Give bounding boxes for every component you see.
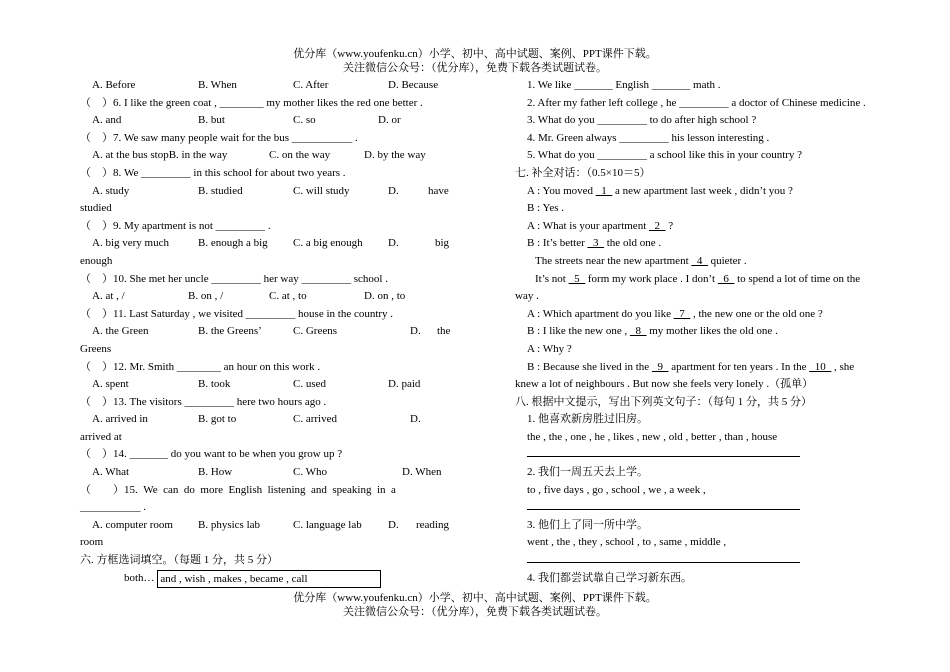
dialog-line-2: B : Yes . [527, 202, 564, 215]
s8-item-3-prompt: 3. 他们上了同一所中学。 [527, 518, 648, 531]
s8-item-1-words: the , the , one , he , likes , new , old , better , than , house [527, 430, 778, 443]
footer-line-2: 关注微信公众号：（优分库），免费下载各类试题试卷。 [343, 606, 607, 618]
option: A. Before [92, 79, 136, 91]
dialog-line-10-wrap: knew a lot of neighbours . But now she feels very lonely .（孤单） [515, 378, 814, 391]
dialog-line-3 [515, 218, 887, 236]
blank-number: _8_ [629, 325, 647, 338]
text: the old one . [604, 237, 662, 250]
option: have [428, 184, 449, 197]
option: A. at , / [92, 290, 125, 303]
option: C. After [293, 79, 329, 91]
option: A. computer room [92, 518, 173, 531]
blank-number: _2_ [649, 219, 666, 232]
q9-options [80, 235, 452, 253]
answer-line [527, 446, 800, 457]
q15-wrap: ___________ . [80, 501, 146, 514]
q8-options [80, 183, 452, 201]
q9-wrap: enough [80, 254, 113, 267]
option: B. took [198, 378, 231, 391]
dialog-line-9: A : Why ? [527, 342, 572, 355]
q14-options [80, 464, 452, 482]
s8-item-1-answer [515, 446, 887, 464]
option: D. by the way [364, 149, 426, 162]
option: C. a big enough [293, 237, 363, 250]
option: B. When [198, 79, 237, 91]
question-9: （ ）9. My apartment is not _________ . [80, 219, 271, 232]
option: D. [410, 325, 421, 338]
option: C. arrived [293, 413, 337, 426]
answer-line [527, 552, 800, 563]
q10-options [80, 288, 452, 306]
s6-sentence-4: 4. Mr. Green always _________ his lesson interesting . [527, 131, 770, 144]
option: B. the Greens’ [198, 325, 262, 338]
question-13: （ ）13. The visitors _________ here two hours ago . [80, 395, 327, 408]
text: B : I like the new one , [527, 325, 630, 338]
text: , the new one or the old one ? [690, 307, 823, 320]
text: to spend a lot of time on the [734, 272, 861, 285]
option: A. and [92, 114, 122, 127]
option: B. on , / [188, 290, 224, 303]
option: D. Because [388, 79, 439, 91]
blank-number: _10_ [809, 360, 832, 373]
text: A : Which apartment do you like [527, 307, 674, 320]
text: my mother likes the old one . [646, 325, 778, 338]
s6-sentence-2: 2. After my father left college , he _________ a doctor of Chinese medicine . [527, 96, 866, 109]
text: B : Because she lived in the [527, 360, 652, 373]
option: D. [388, 518, 399, 531]
option: C. language lab [293, 518, 362, 531]
q12-options [80, 376, 452, 394]
header-line-1: 优分库（www.youfenku.cn）小学、初中、高中试题、案例、PPT课件下载。 [293, 48, 657, 60]
option: C. on the way [269, 149, 331, 162]
blank-number: _1_ [595, 184, 613, 197]
blank-number: _3_ [587, 237, 604, 250]
option: C. Greens [293, 325, 337, 338]
dialog-line-10 [515, 359, 887, 377]
option: C. used [293, 378, 326, 391]
option: A. big very much [92, 237, 169, 250]
option: D. on , to [364, 290, 406, 303]
s8-item-1-prompt: 1. 他喜欢新房胜过旧房。 [527, 413, 648, 426]
right-column [515, 77, 887, 587]
dialog-line-4 [515, 235, 887, 253]
footer-line-1: 优分库（www.youfenku.cn）小学、初中、高中试题、案例、PPT课件下载。 [293, 592, 657, 604]
text: ? [665, 219, 674, 232]
s8-item-4-prompt: 4. 我们都尝试靠自己学习新东西。 [527, 571, 692, 584]
q11-options [80, 323, 452, 341]
question-15: （ ）15. We can do more English listening and speaking in a [80, 483, 396, 496]
text: form my work place . I don’t [585, 272, 718, 285]
dialog-line-1 [515, 183, 887, 201]
option: B. studied [198, 184, 243, 197]
blank-number: _4_ [691, 254, 708, 267]
q15-wrap-2: room [80, 536, 104, 549]
page-header [0, 47, 950, 75]
question-8: （ ）8. We _________ in this school for about two years . [80, 166, 346, 179]
text: quieter . [707, 254, 747, 267]
option: D. [388, 184, 399, 197]
page-footer [0, 591, 950, 619]
s8-item-2-prompt: 2. 我们一周五天去上学。 [527, 466, 648, 479]
left-column [80, 77, 452, 587]
s8-item-2-answer [515, 499, 887, 517]
option: C. Who [293, 466, 328, 479]
s8-item-3-answer [515, 552, 887, 570]
option: A. at the bus stopB. in the way [92, 149, 228, 162]
option: D. paid [388, 378, 421, 391]
blank-number: _7_ [673, 307, 691, 320]
text: B : It’s better [527, 237, 588, 250]
section-8-title: 八. 根据中文提示，写出下列英文句子：（每句 1 分，共 5 分） [515, 395, 812, 408]
option: D. or [378, 114, 401, 127]
question-6: （ ）6. I like the green coat , ________ my mother likes the red one better . [80, 96, 423, 109]
blank-number: _9_ [651, 360, 669, 373]
blank-number: _5_ [568, 272, 586, 285]
option: D. [410, 413, 421, 426]
q5-options [80, 77, 452, 95]
option: D. When [402, 466, 442, 479]
text: The streets near the new apartment [535, 254, 692, 267]
option: C. so [293, 114, 316, 127]
q8-wrap: studied [80, 202, 112, 215]
option: A. the Green [92, 325, 149, 338]
s8-item-3-words: went , the , they , school , to , same , middle , [527, 536, 727, 549]
option: B. enough a big [198, 237, 268, 250]
text: A : You moved [527, 184, 596, 197]
option: D. [388, 237, 399, 250]
section-7-title: 七. 补全对话：（0.5×10＝5） [515, 166, 651, 179]
s6-sentence-3: 3. What do you _________ to do after high school ? [527, 114, 757, 127]
q11-wrap: Greens [80, 342, 112, 355]
s6-sentence-1: 1. We like _______ English _______ math . [527, 79, 721, 91]
option: reading [416, 518, 449, 531]
dialog-line-6 [515, 271, 887, 289]
text: A : What is your apartment [527, 219, 649, 232]
question-7: （ ）7. We saw many people wait for the bus ___________ . [80, 131, 358, 144]
word-box-prefix: both… [124, 571, 155, 584]
dialog-line-8 [515, 323, 887, 341]
option: B. physics lab [198, 518, 261, 531]
dialog-line-7 [515, 306, 887, 324]
header-line-2: 关注微信公众号：（优分库），免费下载各类试题试卷。 [343, 62, 607, 74]
question-11: （ ）11. Last Saturday , we visited _________ house in the country . [80, 307, 394, 320]
option: B. How [198, 466, 233, 479]
option: A. arrived in [92, 413, 148, 426]
q15-options [80, 517, 452, 535]
option: B. got to [198, 413, 237, 426]
q13-wrap: arrived at [80, 430, 122, 443]
text: It’s not [535, 272, 569, 285]
answer-line [527, 499, 800, 510]
text: , she [831, 360, 855, 373]
question-12: （ ）12. Mr. Smith ________ an hour on this work . [80, 360, 321, 373]
q6-options [80, 112, 452, 130]
option: big [435, 237, 450, 250]
dialog-line-6-wrap: way . [515, 290, 539, 303]
section-6-title: 六. 方框选词填空。（每题 1 分，共 5 分） [80, 554, 278, 567]
option: A. study [92, 184, 130, 197]
blank-number: _6_ [717, 272, 735, 285]
s6-sentence-5: 5. What do you _________ a school like this in your country ? [527, 149, 803, 162]
dialog-line-5 [515, 253, 887, 271]
text: a new apartment last week , didn’t you ? [612, 184, 793, 197]
question-10: （ ）10. She met her uncle _________ her way _________ school . [80, 272, 388, 285]
option: B. but [198, 114, 225, 127]
word-box-row [80, 570, 452, 588]
text: apartment for ten years . In the [668, 360, 810, 373]
q7-options [80, 147, 452, 165]
option: A. spent [92, 378, 129, 391]
word-box: and , wish , makes , became , call [157, 570, 381, 588]
q13-options [80, 411, 452, 429]
question-14: （ ）14. _______ do you want to be when you grow up ? [80, 448, 343, 461]
option: A. What [92, 466, 130, 479]
s8-item-2-words: to , five days , go , school , we , a week , [527, 483, 706, 496]
option: the [437, 325, 451, 338]
option: C. will study [293, 184, 350, 197]
option: C. at , to [269, 290, 307, 303]
